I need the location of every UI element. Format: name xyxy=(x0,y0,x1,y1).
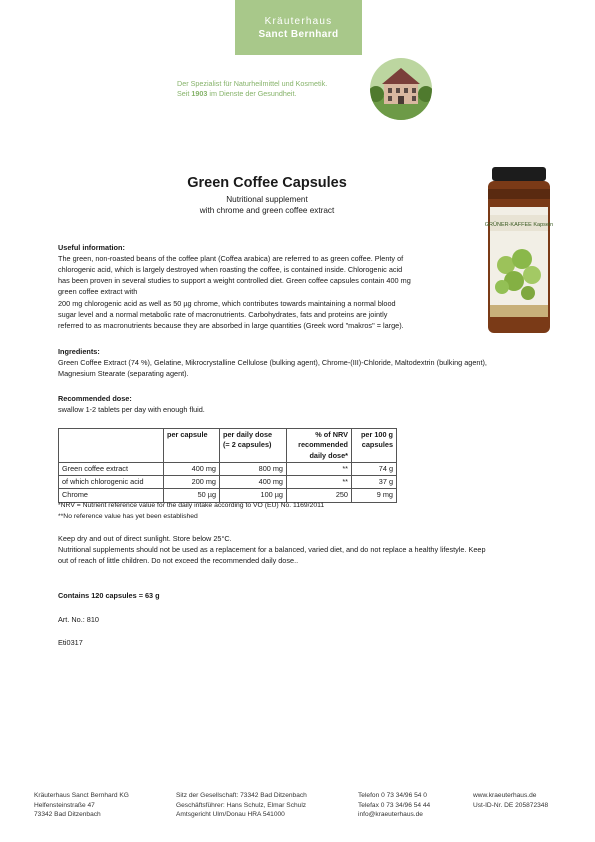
brand-line-2: Sanct Bernhard xyxy=(258,29,339,40)
tagline-line-1: Der Spezialist für Naturheilmittel und Kosmetik. xyxy=(177,79,328,88)
row-per-capsule: 400 mg xyxy=(164,462,220,475)
useful-info-line: 200 mg chlorogenic acid as well as 50 µg chrome, which contributes towards maintaining a normal blood xyxy=(58,299,396,308)
header-per-capsule: per capsule xyxy=(164,429,220,463)
row-per-100g: 37 g xyxy=(352,476,397,489)
brand-logo xyxy=(235,0,362,55)
product-subtitle-1: Nutritional supplement xyxy=(226,195,308,204)
dose-text: swallow 1-2 tablets per day with enough fluid. xyxy=(58,405,205,414)
row-nrv: 250 xyxy=(287,489,352,502)
useful-info-line: green coffee extract with xyxy=(58,287,138,296)
row-nrv: ** xyxy=(287,476,352,489)
no-reference-note: **No reference value has yet been established xyxy=(58,513,198,520)
useful-info-line: has been proven in several studies to support a weight controlled diet. Green coffee capsules contain 400 mg xyxy=(58,276,411,285)
product-title: Green Coffee Capsules xyxy=(187,175,347,191)
row-per-daily: 100 µg xyxy=(220,489,287,502)
footer-legal-col: Sitz der Gesellschaft: 73342 Bad Ditzenbach Geschäftsführer: Hans Schulz, Elmar Schulz Amtsgericht Ulm/Donau HRA 541000 xyxy=(176,792,307,818)
contents-text: Contains 120 capsules = 63 g xyxy=(58,591,160,600)
warning-line: out of reach of little children. Do not exceed the recommended daily dose.. xyxy=(58,556,299,565)
useful-info-heading: Useful information: xyxy=(58,243,125,252)
tagline-line-2: Seit 1903 im Dienste der Gesundheit. xyxy=(177,89,297,98)
label-code: Eti0317 xyxy=(58,638,83,647)
ingredients-heading: Ingredients: xyxy=(58,347,100,356)
article-number: Art. No.: 810 xyxy=(58,615,99,624)
row-name: Green coffee extract xyxy=(59,462,164,475)
warning-line: Nutritional supplements should not be used as a replacement for a balanced, varied diet, and do not replace a healthy lifestyle. Keep xyxy=(58,545,486,554)
jar-label: GRÜNER-KAFFEE Kapseln xyxy=(484,222,554,228)
header-nrv: % of NRV recommended daily dose* xyxy=(287,429,352,463)
product-jar-image xyxy=(484,165,554,337)
row-per-daily: 400 mg xyxy=(220,476,287,489)
ingredients-line: Magnesium Stearate (separating agent). xyxy=(58,369,189,378)
row-per-daily: 800 mg xyxy=(220,462,287,475)
row-name: of which chlorogenic acid xyxy=(59,476,164,489)
nutrition-table xyxy=(58,428,397,503)
ingredients-line: Green Coffee Extract (74 %), Gelatine, Mikrocrystalline Cellulose (bulking agent), Chrome-(III)-Chloride, Maltodextrin (bulking agent), xyxy=(58,358,487,367)
useful-info-line: referred to as macronutrients because they are absorbed in large quantities (Greek word "makros" = large). xyxy=(58,321,404,330)
useful-info-line: sugar level and a normal metabolic rate of macronutrients. Carbohydrates, fats and proteins are jointly xyxy=(58,310,388,319)
row-per-100g: 9 mg xyxy=(352,489,397,502)
footer-company-col: Kräuterhaus Sanct Bernhard KG Helfensteinstraße 47 73342 Bad Ditzenbach xyxy=(34,792,129,818)
header-blank xyxy=(59,429,164,463)
useful-info-line: The green, non-roasted beans of the coffee plant (Coffea arabica) are referred to as green coffee. Plenty of xyxy=(58,254,404,263)
footer-website-link[interactable]: www.kraeuterhaus.de xyxy=(473,792,537,799)
table-header-row xyxy=(59,429,397,463)
nrv-note: *NRV = Nutrient reference value for the daily intake according to VO (EU) No. 1169/2011 xyxy=(58,502,325,509)
storage-text: Keep dry and out of direct sunlight. Store below 25°C. xyxy=(58,534,232,543)
header-per-100g: per 100 g capsules xyxy=(352,429,397,463)
dose-heading: Recommended dose: xyxy=(58,394,132,403)
row-name: Chrome xyxy=(59,489,164,502)
footer-email-link[interactable]: info@kraeuterhaus.de xyxy=(358,811,423,818)
footer-contact-col: Telefon 0 73 34/96 54 0 Telefax 0 73 34/96 54 44 info@kraeuterhaus.de xyxy=(358,792,431,818)
row-per-100g: 74 g xyxy=(352,462,397,475)
footer-web-col: www.kraeuterhaus.de Ust-ID-Nr. DE 205872348 xyxy=(473,792,549,809)
row-nrv: ** xyxy=(287,462,352,475)
header-per-daily: per daily dose (= 2 capsules) xyxy=(220,429,287,463)
row-per-capsule: 200 mg xyxy=(164,476,220,489)
table-row xyxy=(59,476,397,489)
product-subtitle-2: with chrome and green coffee extract xyxy=(199,206,335,215)
row-per-capsule: 50 µg xyxy=(164,489,220,502)
useful-info-line: chlorogenic acid, which is largely destroyed when roasting the coffee, is contained inside. Chlorogenic acid xyxy=(58,265,403,274)
table-row xyxy=(59,462,397,475)
brand-line-1: Kräuterhaus xyxy=(264,16,333,27)
building-photo xyxy=(370,58,432,120)
